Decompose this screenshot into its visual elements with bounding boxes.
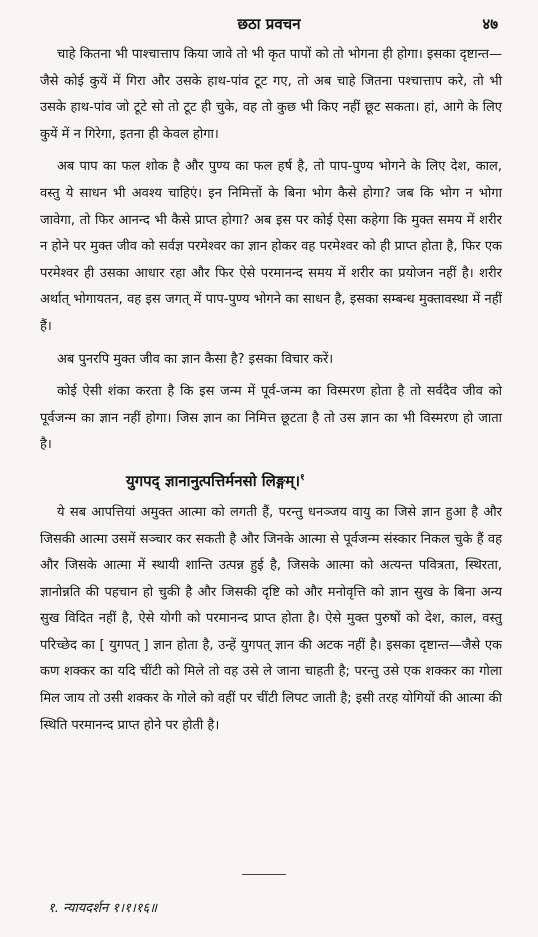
page-body xyxy=(40,42,502,745)
footnote-marker: १ xyxy=(300,472,305,483)
paragraph-doubt: कोई ऐसी शंका करता है कि इस जन्म में पूर्व-जन्म का विस्मरण होता है तो सर्वदैव जीव को पूर्वजन्म का ज्ञान नहीं होगा। जिस ज्ञान का निमित्त छूटता है तो उस ज्ञान का भी विस्मरण हो जाता है। xyxy=(40,384,502,453)
running-head: छठा प्रवचन xyxy=(237,15,301,33)
paragraph-repentance: चाहे कितना भी पाश्चात्ताप किया जावे तो भी कृत पापों को तो भोगना ही होगा। इसका दृष्टान्त—जैसे कोई कुयें में गिरा और उसके हाथ-पांव टूट गए, तो अब चाहे जितना पश्चात्ताप करे, तो भी उसके हाथ-पांव जो टूटे सो तो टूट ही चुके, वह तो कुछ भी किए नहीं छूट सकता। हां, आगे के लिए कुयें में न गिरेगा, इतना ही केवल होगा। xyxy=(40,47,502,142)
sutra-quote xyxy=(40,465,502,495)
sutra-text: युगपद् ज्ञानानुत्पत्तिर्मनसो लिङ्गम्। xyxy=(126,471,301,490)
page-number: ४७ xyxy=(482,15,498,33)
paragraph-liberated-soul: ये सब आपत्तियां अमुक्त आत्मा को लगती हैं, परन्तु धनञ्जय वायु का जिसे ज्ञान हुआ है और जिसकी आत्मा उसमें सञ्चार कर सकती है और जिनके आत्मा से पूर्वजन्म संस्कार निकल चुके हैं वह और जिसके आत्मा में स्थायी शान्ति उत्पन्न हुई है, जिसके आत्मा को अत्यन्त पवित्रता, स्थिरता, ज्ञानोन्नति की पहचान हो चुकी है और जिसकी दृष्टि को और मनोवृत्ति को ज्ञान सुख के बिना अन्य सुख विदित नहीं है, ऐसे योगी को परमानन्द प्राप्त होता है। ऐसे मुक्त पुरुषों को देश, काल, वस्तु परिच्छेद का [ युगपत् ] ज्ञान होता है, उन्हें युगपत् ज्ञान की अटक नहीं है। इसका दृष्टान्त—जैसे एक कण शक्कर का यदि चींटी को मिले तो वह उसे ले जाना चाहती है; परन्तु उसे एक शक्कर का गोला मिल जाय तो उसी शक्कर के गोले को वहीं पर चींटी लिपट जाती है; इसी तरह योगियों की आत्मा की स्थिति परमानन्द प्राप्त होने पर होती है। xyxy=(40,504,502,733)
footnote: १. न्यायदर्शन १।१।१६॥ xyxy=(48,901,158,916)
page-header xyxy=(0,14,538,38)
paragraph-fruit-of-deeds: अब पाप का फल शोक है और पुण्य का फल हर्ष है, तो पाप-पुण्य भोगने के लिए देश, काल, वस्तु ये साधन भी अवश्य चाहिएं। इन निमित्तों के बिना भोग कैसे होगा? जब कि भोग न भोगा जावेगा, तो फिर आनन्द भी कैसे प्राप्त होगा? अब इस पर कोई ऐसा कहेगा कि मुक्त समय में शरीर न होने पर मुक्त जीव को सर्वज्ञ परमेश्वर का ज्ञान होकर वह परमेश्वर को ही प्राप्त होता है, फिर एक परमेश्वर ही उसका आधार रहा और फिर ऐसे परमानन्द समय में शरीर का प्रयोजन नहीं है। शरीर अर्थात् भोगायतन, वह इस जगत् में पाप-पुण्य भोगने का साधन है, इसका सम्बन्ध मुक्तावस्था में नहीं हैं। xyxy=(40,159,502,334)
paragraph-knowledge-question: अब पुनरपि मुक्त जीव का ज्ञान कैसा है? इसका विचार करें। xyxy=(57,351,334,367)
footnote-divider xyxy=(242,874,286,875)
